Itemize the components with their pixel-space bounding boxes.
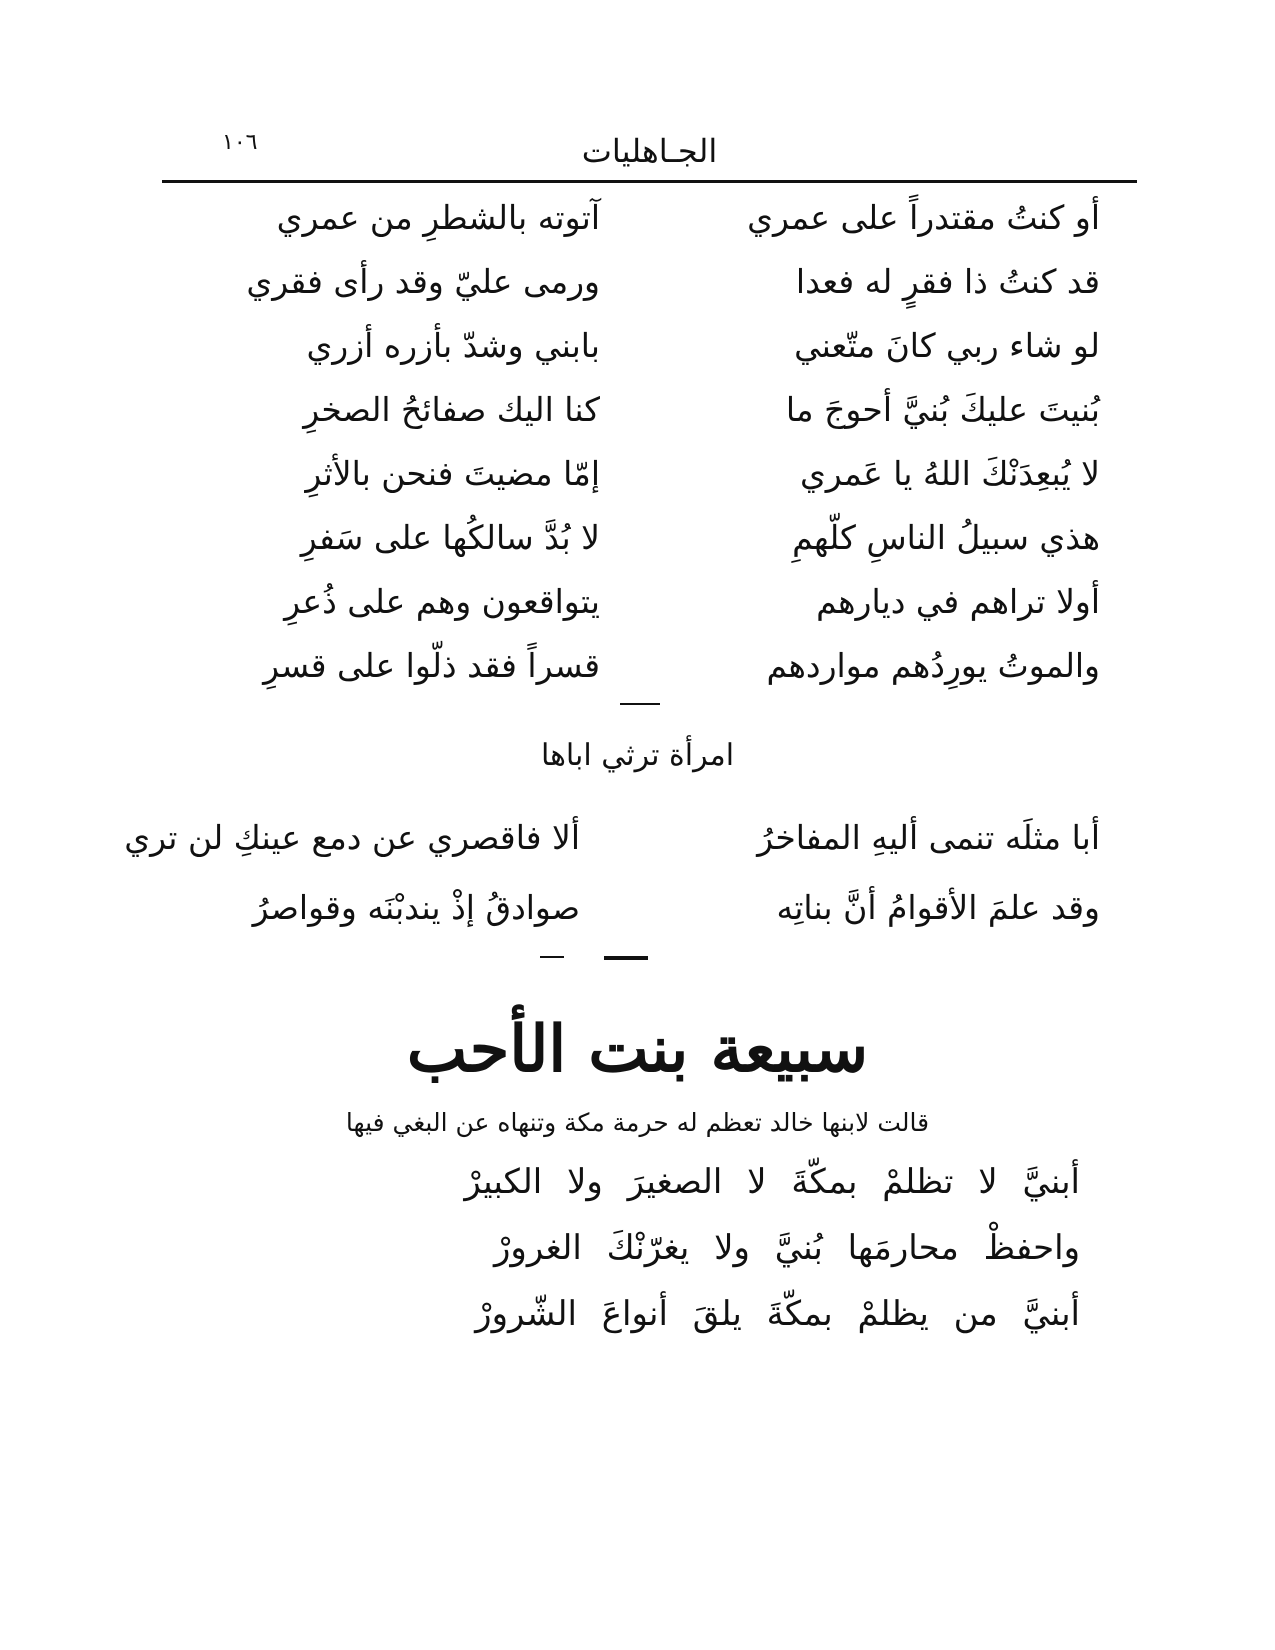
hemistich-first: قد كنتُ ذا فقرٍ له فعدا bbox=[795, 262, 1100, 301]
poem-2 bbox=[124, 818, 1100, 958]
hemistich-second: صوادقُ إذْ يندبْنَه وقواصرُ bbox=[252, 888, 580, 927]
header-rule bbox=[162, 180, 1137, 183]
hemistich-first: أبا مثلَه تنمى أليهِ المفاخرُ bbox=[757, 818, 1100, 857]
hemistich-second: آتوته بالشطرِ من عمري bbox=[276, 198, 600, 237]
hemistich-second: ورمى عليّ وقد رأى فقري bbox=[246, 262, 600, 301]
poem-3 bbox=[230, 1162, 1080, 1360]
couplet bbox=[160, 326, 1100, 390]
couplet bbox=[124, 818, 1100, 888]
header-title: الجـاهليات bbox=[581, 132, 718, 170]
couplet bbox=[160, 262, 1100, 326]
couplet bbox=[160, 454, 1100, 518]
intro-line: قالت لابنها خالد تعظم له حرمة مكة وتنهاه عن البغي فيها bbox=[345, 1108, 930, 1137]
hemistich-first: وقد علمَ الأقوامُ أنَّ بناتِه bbox=[776, 888, 1100, 927]
section-divider bbox=[604, 956, 648, 960]
section-divider bbox=[620, 703, 660, 705]
hemistich-first: أو كنتُ مقتدراً على عمري bbox=[747, 198, 1100, 237]
hemistich-first: بُنيتَ عليكَ بُنيَّ أحوجَ ما bbox=[785, 390, 1100, 429]
hemistich-first: هذي سبيلُ الناسِ كلّهمِ bbox=[792, 518, 1100, 557]
couplet bbox=[160, 646, 1100, 710]
running-header bbox=[162, 128, 1137, 180]
page-number: ١٠٦ bbox=[222, 130, 258, 155]
couplet bbox=[160, 198, 1100, 262]
hemistich-second: ألا فاقصري عن دمع عينكِ لن تري bbox=[124, 818, 580, 857]
hemistich-second: يتواقعون وهم على ذُعرِ bbox=[284, 582, 600, 621]
hemistich-second: لا بُدَّ سالكُها على سَفرِ bbox=[300, 518, 600, 557]
couplet bbox=[160, 518, 1100, 582]
hemistich-second: قسراً فقد ذلّوا على قسرِ bbox=[263, 646, 600, 685]
hemistich-second: بابني وشدّ بأزره أزري bbox=[306, 326, 600, 365]
verse-line: واحفظْ محارمَها بُنيَّ ولا يغرّنْكَ الغرورْ bbox=[494, 1228, 1080, 1268]
verse-line: أبنيَّ من يظلمْ بمكّةَ يلقَ أنواعَ الشّرورْ bbox=[475, 1294, 1080, 1334]
couplet bbox=[160, 582, 1100, 646]
verse-line: أبنيَّ لا تظلمْ بمكّةَ لا الصغيرَ ولا الكبيرْ bbox=[464, 1162, 1080, 1202]
couplet bbox=[160, 390, 1100, 454]
hemistich-first: والموتُ يورِدُهم مواردهم bbox=[766, 646, 1100, 685]
hemistich-second: إمّا مضيتَ فنحن بالأثرِ bbox=[305, 454, 600, 493]
section-title: امرأة ترثي اباها bbox=[540, 738, 735, 773]
hemistich-first: لو شاء ربي كانَ متّعني bbox=[794, 326, 1100, 365]
hemistich-second: كنا اليك صفائحُ الصخرِ bbox=[303, 390, 600, 429]
couplet bbox=[160, 888, 1100, 958]
poem-1 bbox=[160, 198, 1100, 710]
hemistich-first: لا يُبعِدَنْكَ اللهُ يا عَمري bbox=[799, 454, 1100, 493]
section-divider bbox=[540, 956, 564, 958]
section-heading: سبيعة بنت الأحب bbox=[406, 1012, 869, 1087]
hemistich-first: أولا تراهم في ديارهم bbox=[816, 582, 1100, 621]
